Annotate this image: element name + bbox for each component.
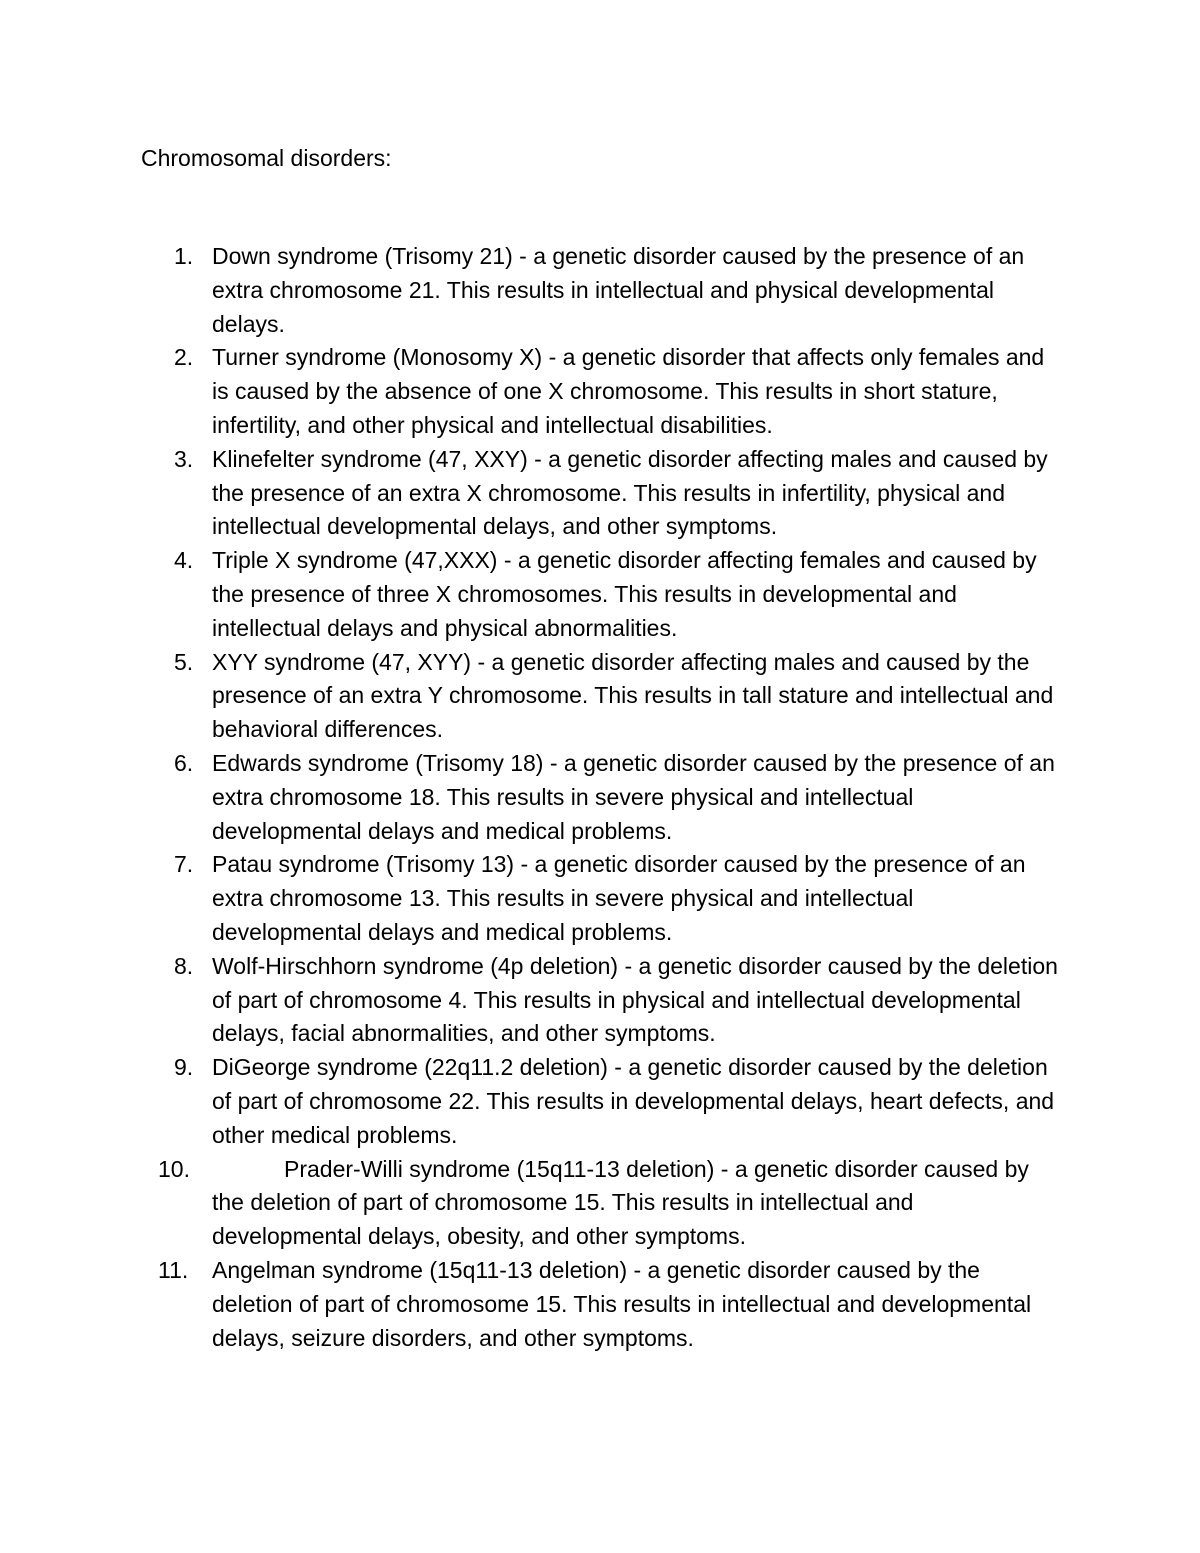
list-item-number: 6. [174, 749, 194, 776]
list-item [0, 1051, 1062, 1152]
list-item-text: Prader-Willi syndrome (15q11-13 deletion) - a genetic disorder caused by the deletion of part of chromosome 15. This results in intellectual and developmental delays, obesity, and other symptoms. [212, 1155, 1029, 1250]
list-item-text: DiGeorge syndrome (22q11.2 deletion) - a genetic disorder caused by the deletion of part of chromosome 22. This results in developmental delays, heart defects, and other medical problems. [212, 1054, 1055, 1148]
list-item-number: 4. [174, 547, 194, 574]
list-item [0, 747, 1062, 848]
list-item [0, 1153, 1062, 1254]
list-item-text: Down syndrome (Trisomy 21) - a genetic disorder caused by the presence of an extra chromosome 21. This results in intellectual and physical developmental delays. [212, 243, 1025, 337]
list-item-number: 2. [174, 344, 194, 371]
list-item-number: 5. [174, 648, 194, 675]
list-item [0, 1254, 1062, 1355]
list-item-number: 3. [174, 445, 194, 472]
list-item-text: Klinefelter syndrome (47, XXY) - a genetic disorder affecting males and caused by the presence of an extra X chromosome. This results in infertility, physical and intellectual developmental delays, and other symptoms. [212, 445, 1048, 540]
list-item [0, 544, 1062, 645]
list-item-text: XYY syndrome (47, XYY) - a genetic disorder affecting males and caused by the presence of an extra Y chromosome. This results in tall stature and intellectual and behavioral differences. [212, 648, 1054, 743]
list-item [0, 443, 1062, 544]
list-item-number: 11. [158, 1256, 189, 1283]
disorder-list [0, 240, 1200, 1355]
list-item-number: 7. [174, 851, 194, 878]
list-item [0, 950, 1062, 1051]
list-item-text: Patau syndrome (Trisomy 13) - a genetic disorder caused by the presence of an extra chromosome 13. This results in severe physical and intellectual developmental delays and medical problems. [212, 851, 1026, 945]
list-item-number: 9. [174, 1054, 194, 1081]
list-item-number: 8. [174, 952, 194, 979]
list-item [0, 646, 1062, 747]
list-item [0, 848, 1062, 949]
list-item [0, 240, 1062, 341]
list-item-text: Edwards syndrome (Trisomy 18) - a genetic disorder caused by the presence of an extra chromosome 18. This results in severe physical and intellectual developmental delays and medical problems. [212, 749, 1055, 844]
document-heading: Chromosomal disorders: [141, 145, 392, 171]
list-item-number: 1. [174, 243, 194, 269]
list-item [0, 341, 1062, 442]
list-item-number: 10. [158, 1155, 190, 1182]
list-item-text: Wolf-Hirschhorn syndrome (4p deletion) - a genetic disorder caused by the deletion of part of chromosome 4. This results in physical and intellectual developmental delays, facial abnormalities, and other symptoms. [212, 952, 1058, 1047]
list-item-text: Angelman syndrome (15q11-13 deletion) - a genetic disorder caused by the deletion of part of chromosome 15. This results in intellectual and developmental delays, seizure disorders, and other symptoms. [212, 1256, 1032, 1351]
list-item-text: Triple X syndrome (47,XXX) - a genetic disorder affecting females and caused by the presence of three X chromosomes. This results in developmental and intellectual delays and physical abnormalities. [212, 547, 1037, 641]
list-item-text: Turner syndrome (Monosomy X) - a genetic disorder that affects only females and is caused by the absence of one X chromosome. This results in short stature, infertility, and other physical and intellectual disabilities. [212, 344, 1045, 438]
